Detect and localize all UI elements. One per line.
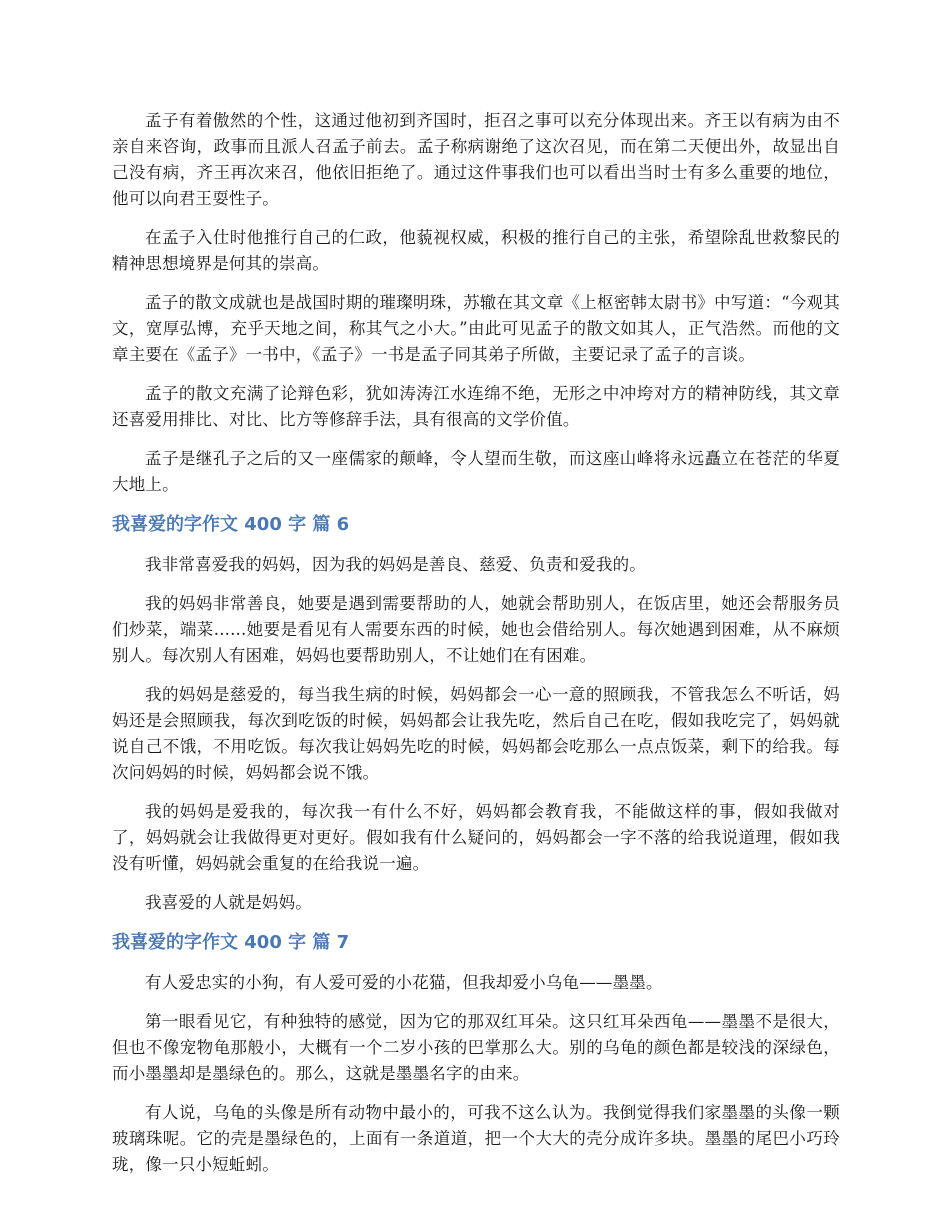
paragraph: 孟子的散文成就也是战国时期的璀璨明珠，苏辙在其文章《上枢密韩太尉书》中写道：“今观其文，宽厚弘博，充乎天地之间，称其气之小大。”由此可见孟子的散文如其人，正气浩然。而他的文章主要在《孟子》一书中，《孟子》一书是孟子同其弟子所做，主要记录了孟子的言谈。 <box>112 293 840 364</box>
section-heading: 我喜爱的字作文 400 字 篇 6 <box>112 514 350 535</box>
paragraph: 在孟子入仕时他推行自己的仁政，他藐视权威，积极的推行自己的主张，希望除乱世救黎民的精神思想境界是何其的崇高。 <box>112 228 840 273</box>
paragraph: 第一眼看见它，有种独特的感觉，因为它的那双红耳朵。这只红耳朵西龟——墨墨不是很大，但也不像宠物龟那般小，大概有一个二岁小孩的巴掌那么大。别的乌龟的颜色都是较浅的深绿色，而小墨墨却是墨绿色的。那么，这就是墨墨名字的由来。 <box>112 1012 840 1083</box>
paragraph: 我的妈妈非常善良，她要是遇到需要帮助的人，她就会帮助别人，在饭店里，她还会帮服务员们炒菜，端菜......她要是看见有人需要东西的时候，她也会借给别人。每次她遇到困难，从不麻烦别人。每次别人有困难，妈妈也要帮助别人，不让她们在有困难。 <box>112 594 840 665</box>
section-heading: 我喜爱的字作文 400 字 篇 7 <box>112 932 350 953</box>
paragraph: 有人说，乌龟的头像是所有动物中最小的，可我不这么认为。我倒觉得我们家墨墨的头像一颗玻璃珠呢。它的壳是墨绿色的，上面有一条道道，把一个大大的壳分成许多块。墨墨的尾巴小巧玲珑，像一只小短蚯蚓。 <box>112 1103 840 1174</box>
paragraph: 我非常喜爱我的妈妈，因为我的妈妈是善良、慈爱、负责和爱我的。 <box>145 555 646 574</box>
paragraph: 孟子是继孔子之后的又一座儒家的颠峰，令人望而生敬，而这座山峰将永远矗立在苍茫的华夏大地上。 <box>112 449 840 494</box>
document-page <box>112 108 840 1191</box>
paragraph: 我的妈妈是慈爱的，每当我生病的时候，妈妈都会一心一意的照顾我，不管我怎么不听话，妈妈还是会照顾我，每次到吃饭的时候，妈妈都会让我先吃，然后自己在吃，假如我吃完了，妈妈就说自己不饿，不用吃饭。每次我让妈妈先吃的时候，妈妈都会吃那么一点点饭菜，剩下的给我。每次问妈妈的时候，妈妈都会说不饿。 <box>112 685 840 782</box>
paragraph: 孟子有着傲然的个性，这通过他初到齐国时，拒召之事可以充分体现出来。齐王以有病为由不亲自来咨询，政事而且派人召孟子前去。孟子称病谢绝了这次召见，而在第二天便出外，故显出自己没有病，齐王再次来召，他依旧拒绝了。通过这件事我们也可以看出当时士有多么重要的地位，他可以向君王耍性子。 <box>112 111 840 208</box>
paragraph: 我的妈妈是爱我的，每次我一有什么不好，妈妈都会教育我，不能做这样的事，假如我做对了，妈妈就会让我做得更对更好。假如我有什么疑问的，妈妈都会一字不落的给我说道理，假如我没有听懂，妈妈就会重复的在给我说一遍。 <box>112 802 840 873</box>
paragraph: 有人爱忠实的小狗，有人爱可爱的小花猫，但我却爱小乌龟——墨墨。 <box>145 973 663 992</box>
paragraph: 孟子的散文充满了论辩色彩，犹如涛涛江水连绵不绝，无形之中冲垮对方的精神防线，其文章还喜爱用排比、对比、比方等修辞手法，具有很高的文学价值。 <box>112 384 840 429</box>
paragraph: 我喜爱的人就是妈妈。 <box>145 893 312 912</box>
